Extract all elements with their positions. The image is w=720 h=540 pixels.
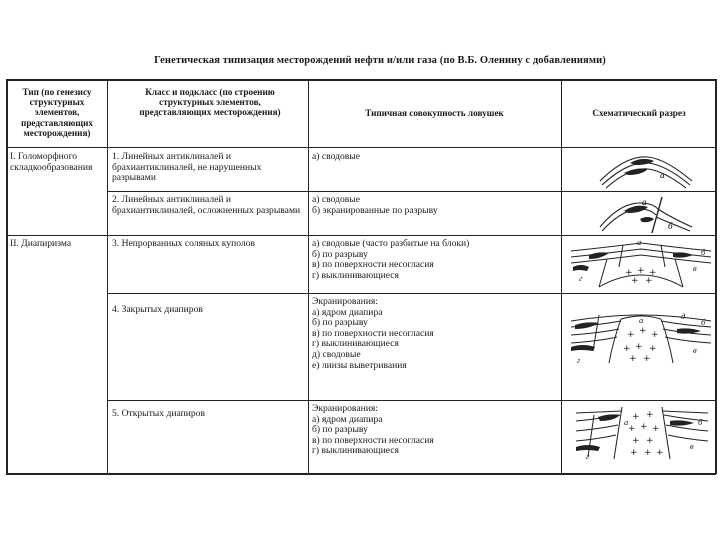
trap-item: б) экранированные по разрыву <box>312 204 438 216</box>
section-diagram-open-diapir <box>574 405 710 461</box>
svg-text:+: + <box>632 412 640 422</box>
svg-text:+: + <box>652 424 660 434</box>
svg-text:+: + <box>643 354 651 364</box>
row-divider <box>108 191 716 192</box>
traps-2 <box>312 195 558 216</box>
column-divider <box>561 79 562 474</box>
trap-item: в) по поверхности несогласия <box>312 327 434 339</box>
svg-text:+: + <box>646 436 654 446</box>
svg-text:+: + <box>637 266 645 276</box>
row-divider <box>6 235 716 236</box>
svg-text:+: + <box>651 330 659 340</box>
section-diagram-faulted-anticline <box>596 195 696 233</box>
svg-text:а: а <box>639 315 644 325</box>
trap-item: а) сводовые <box>312 194 361 205</box>
table-border-bottom <box>6 473 716 475</box>
svg-text:+: + <box>627 330 635 340</box>
trap-item: а) сводовые <box>312 151 361 162</box>
svg-text:г: г <box>586 451 590 461</box>
trap-item: б) по разрыву <box>312 317 368 329</box>
column-divider <box>308 79 309 474</box>
svg-text:+: + <box>631 276 639 286</box>
svg-text:+: + <box>630 448 638 458</box>
page-title: Генетическая типизация месторождений нефти и/или газа (по В.Б. Оленину с добавлениями) <box>154 55 606 66</box>
row-divider <box>108 293 716 294</box>
class-5: 5. Открытых диапиров <box>112 408 205 419</box>
class-2: 2. Линейных антиклиналей и брахиантиклиналей, осложненных разрывами <box>112 194 301 216</box>
svg-text:а: а <box>637 237 642 247</box>
traps-3 <box>312 239 558 281</box>
header-type: Тип (по генезису структурных элементов, представляющих месторождения) <box>21 87 93 138</box>
section-diagram-anticline <box>596 151 696 189</box>
header-traps: Типичная совокупность ловушек <box>365 108 504 118</box>
trap-item: в) по поверхности несогласия <box>312 259 434 271</box>
svg-text:+: + <box>635 342 643 352</box>
svg-text:а: а <box>660 170 665 180</box>
svg-text:+: + <box>644 448 652 458</box>
trap-item: а) ядром диапира <box>312 413 383 425</box>
trap-item: в) по поверхности несогласия <box>312 434 434 446</box>
svg-text:+: + <box>649 344 657 354</box>
trap-item: е) линзы выветривания <box>312 359 407 371</box>
svg-text:+: + <box>649 268 657 278</box>
traps-5 <box>312 404 558 457</box>
svg-text:+: + <box>625 268 633 278</box>
trap-item: г) выклинивающиеся <box>312 269 399 281</box>
section-diagram-salt-dome <box>569 237 713 289</box>
trap-item: г) выклинивающиеся <box>312 338 399 350</box>
svg-text:а: а <box>624 417 629 427</box>
svg-text:б: б <box>701 247 706 257</box>
svg-text:+: + <box>639 326 647 336</box>
class-3: 3. Непрорванных соляных куполов <box>112 238 256 249</box>
svg-text:+: + <box>646 410 654 420</box>
svg-text:г: г <box>577 355 581 365</box>
svg-text:+: + <box>640 422 648 432</box>
header-divider <box>6 147 716 148</box>
table-border-top <box>6 79 716 81</box>
svg-text:б: б <box>698 417 703 427</box>
svg-text:+: + <box>629 354 637 364</box>
type-2-label: II. Диапиризма <box>10 238 72 249</box>
traps-1 <box>312 152 558 163</box>
header-scheme: Схематический разрез <box>592 108 686 118</box>
trap-item: б) по разрыву <box>312 424 368 436</box>
trap-item: б) по разрыву <box>312 248 368 260</box>
column-divider <box>107 79 108 474</box>
svg-text:+: + <box>645 276 653 286</box>
table-border-left <box>6 79 8 474</box>
section-diagram-closed-diapir <box>569 311 713 365</box>
svg-text:+: + <box>628 424 636 434</box>
svg-text:+: + <box>623 344 631 354</box>
trap-item: Экранирования: <box>312 403 378 414</box>
svg-text:в: в <box>693 345 697 355</box>
svg-text:б: б <box>701 317 706 327</box>
svg-text:в: в <box>690 441 694 451</box>
class-4: 4. Закрытых диапиров <box>112 304 203 315</box>
trap-item: а) сводовые (часто разбитые на блоки) <box>312 238 470 249</box>
svg-text:д: д <box>681 311 686 321</box>
table-border-right <box>715 79 717 474</box>
svg-text:в: в <box>693 263 697 273</box>
type-1-label: I. Голоморфного складкообразования <box>10 151 93 173</box>
class-1: 1. Линейных антиклиналей и брахиантиклиналей, не нарушенных разрывами <box>112 151 262 184</box>
trap-item: а) ядром диапира <box>312 306 383 318</box>
trap-item: Экранирования: <box>312 296 378 307</box>
svg-text:+: + <box>632 436 640 446</box>
svg-text:б: б <box>668 221 673 231</box>
svg-text:а: а <box>642 197 647 207</box>
trap-item: г) выклинивающиеся <box>312 445 399 457</box>
classification-table <box>6 79 716 474</box>
row-divider <box>108 400 716 401</box>
traps-4 <box>312 297 558 371</box>
svg-text:г: г <box>579 273 583 283</box>
trap-item: д) сводовые <box>312 348 361 360</box>
svg-text:+: + <box>656 448 664 458</box>
header-class: Класс и подкласс (по строению структурных элементов, представляющих месторождения) <box>139 87 281 118</box>
